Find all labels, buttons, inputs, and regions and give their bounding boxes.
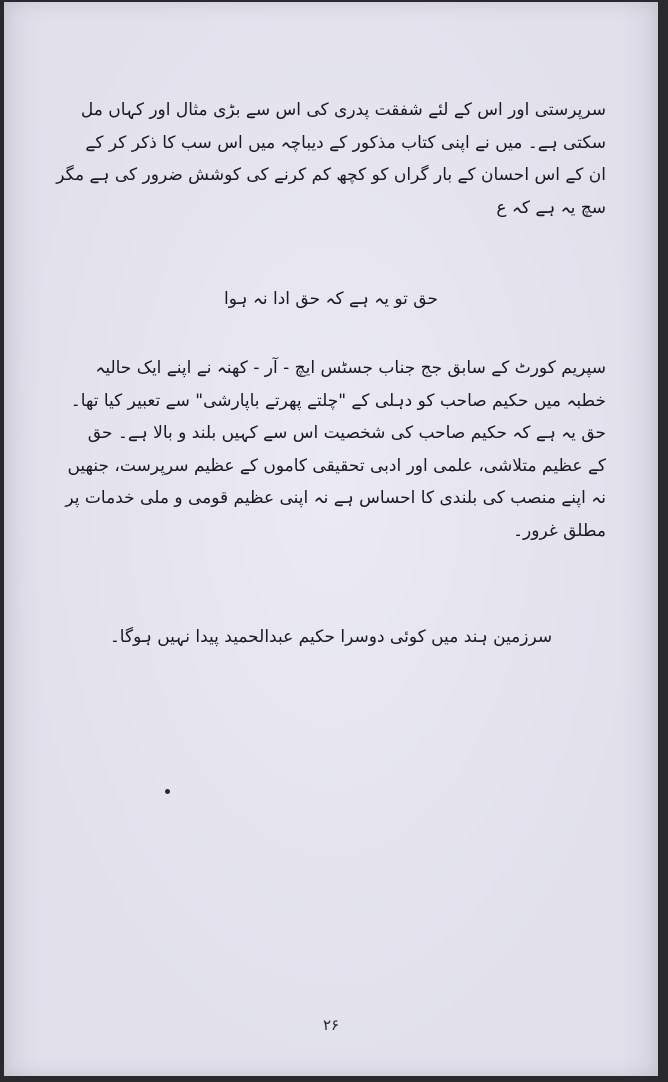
ink-speck — [165, 789, 170, 794]
paragraph-line: سکتی ہے۔ میں نے اپنی کتاب مذکور کے دیباچہ میں اس سب کا ذکر کر کے — [85, 132, 606, 153]
paragraph-1 — [46, 94, 606, 224]
paragraph-line: سچ یہ ہے کہ ع — [496, 197, 606, 218]
paragraph-2 — [46, 352, 606, 547]
book-page — [4, 2, 658, 1076]
paragraph-line: کے عظیم متلاشی، علمی اور ادبی تحقیقی کاموں کے عظیم سرپرست، جنھیں — [67, 455, 606, 476]
verse-couplet: حق تو یہ ہے کہ حق ادا نہ ہوا — [224, 289, 438, 309]
paragraph-line: حق یہ ہے کہ حکیم صاحب کی شخصیت اس سے کہیں بلند و بالا ہے۔ حق — [87, 423, 606, 443]
paragraph-line: سپریم کورٹ کے سابق جج جناب جسٹس ایچ - آر - کھنہ نے اپنے ایک حالیہ — [95, 358, 606, 378]
paragraph-line: خطبہ میں حکیم صاحب کو دہلی کے "چلتے پھرتے باپارشی" سے تعبیر کیا تھا۔ — [70, 390, 606, 411]
paragraph-line: مطلق غرور۔ — [513, 520, 606, 541]
paragraph-line: سرپرستی اور اس کے لئے شفقت پدری کی اس سے بڑی مثال اور کہاں مل — [80, 100, 606, 120]
paragraph-line: نہ اپنے منصب کی بلندی کا احساس ہے نہ اپنی عظیم قومی و ملی خدمات پر — [65, 488, 606, 508]
paragraph-line: ان کے اس احسان کے بار گراں کو کچھ کم کرنے کی کوشش ضرور کی ہے مگر — [56, 165, 606, 185]
page-number: ۲۶ — [322, 1016, 340, 1034]
closing-statement: سرزمین ہند میں کوئی دوسرا حکیم عبدالحمید پیدا نہیں ہوگا۔ — [109, 627, 553, 647]
